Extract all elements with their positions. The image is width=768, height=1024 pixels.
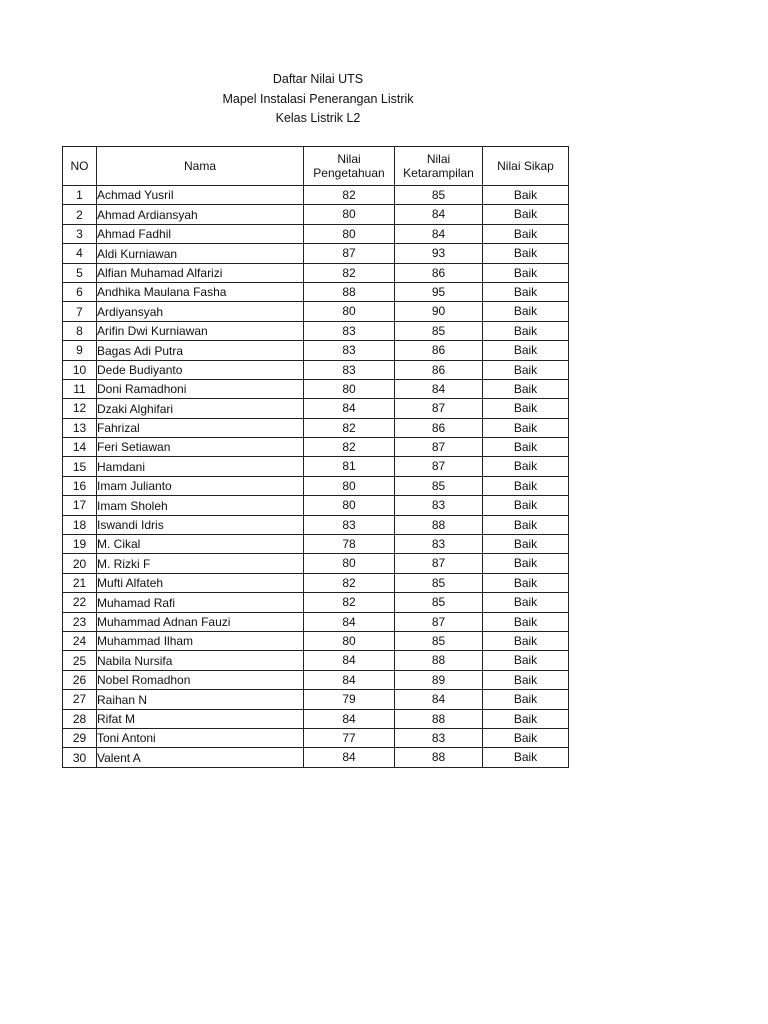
table-row — [63, 554, 569, 573]
cell-ketarampilan: 86 — [395, 360, 483, 379]
cell-nama: Ahmad Ardiansyah — [97, 205, 304, 224]
cell-nama: Bagas Adi Putra — [97, 341, 304, 360]
cell-pengetahuan: 80 — [304, 205, 395, 224]
cell-pengetahuan: 84 — [304, 651, 395, 670]
cell-no: 19 — [63, 535, 97, 554]
cell-nama: Raihan N — [97, 690, 304, 709]
cell-no: 23 — [63, 612, 97, 631]
table-row — [63, 573, 569, 592]
cell-ketarampilan: 87 — [395, 612, 483, 631]
cell-no: 18 — [63, 515, 97, 534]
table-row — [63, 748, 569, 767]
cell-sikap: Baik — [483, 651, 569, 670]
cell-pengetahuan: 84 — [304, 399, 395, 418]
cell-sikap: Baik — [483, 496, 569, 515]
table-row — [63, 205, 569, 224]
cell-nama: Arifin Dwi Kurniawan — [97, 321, 304, 340]
table-row — [63, 263, 569, 282]
cell-nama: Muhamad Rafi — [97, 593, 304, 612]
grades-table — [62, 146, 569, 768]
cell-sikap: Baik — [483, 709, 569, 728]
cell-ketarampilan: 84 — [395, 690, 483, 709]
cell-sikap: Baik — [483, 341, 569, 360]
cell-sikap: Baik — [483, 670, 569, 689]
cell-nama: Dede Budiyanto — [97, 360, 304, 379]
cell-sikap: Baik — [483, 418, 569, 437]
cell-ketarampilan: 84 — [395, 379, 483, 398]
cell-pengetahuan: 77 — [304, 728, 395, 747]
table-row — [63, 728, 569, 747]
cell-sikap: Baik — [483, 476, 569, 495]
table-row — [63, 670, 569, 689]
cell-ketarampilan: 83 — [395, 728, 483, 747]
cell-sikap: Baik — [483, 631, 569, 650]
cell-sikap: Baik — [483, 593, 569, 612]
cell-ketarampilan: 86 — [395, 418, 483, 437]
cell-no: 22 — [63, 593, 97, 612]
cell-ketarampilan: 85 — [395, 321, 483, 340]
cell-pengetahuan: 80 — [304, 476, 395, 495]
table-row — [63, 438, 569, 457]
cell-nama: Toni Antoni — [97, 728, 304, 747]
cell-ketarampilan: 88 — [395, 515, 483, 534]
table-row — [63, 535, 569, 554]
cell-no: 11 — [63, 379, 97, 398]
table-row — [63, 515, 569, 534]
cell-no: 9 — [63, 341, 97, 360]
cell-nama: Andhika Maulana Fasha — [97, 282, 304, 301]
cell-sikap: Baik — [483, 399, 569, 418]
cell-ketarampilan: 88 — [395, 748, 483, 767]
cell-pengetahuan: 80 — [304, 631, 395, 650]
table-row — [63, 496, 569, 515]
cell-pengetahuan: 82 — [304, 438, 395, 457]
cell-nama: M. Rizki F — [97, 554, 304, 573]
cell-sikap: Baik — [483, 554, 569, 573]
cell-no: 30 — [63, 748, 97, 767]
cell-no: 4 — [63, 244, 97, 263]
cell-no: 29 — [63, 728, 97, 747]
column-header-no: NO — [63, 147, 97, 186]
cell-ketarampilan: 85 — [395, 186, 483, 205]
cell-pengetahuan: 88 — [304, 282, 395, 301]
cell-no: 24 — [63, 631, 97, 650]
cell-ketarampilan: 85 — [395, 631, 483, 650]
cell-no: 15 — [63, 457, 97, 476]
cell-sikap: Baik — [483, 186, 569, 205]
cell-sikap: Baik — [483, 748, 569, 767]
cell-nama: Nabila Nursifa — [97, 651, 304, 670]
cell-no: 6 — [63, 282, 97, 301]
cell-sikap: Baik — [483, 263, 569, 282]
table-row — [63, 341, 569, 360]
cell-nama: Ahmad Fadhil — [97, 224, 304, 243]
subject-title: Mapel Instalasi Penerangan Listrik — [222, 91, 414, 106]
cell-ketarampilan: 87 — [395, 399, 483, 418]
cell-ketarampilan: 85 — [395, 573, 483, 592]
cell-nama: Doni Ramadhoni — [97, 379, 304, 398]
cell-no: 27 — [63, 690, 97, 709]
cell-nama: Valent A — [97, 748, 304, 767]
cell-sikap: Baik — [483, 244, 569, 263]
cell-pengetahuan: 78 — [304, 535, 395, 554]
cell-no: 28 — [63, 709, 97, 728]
cell-pengetahuan: 80 — [304, 224, 395, 243]
table-row — [63, 476, 569, 495]
cell-nama: Feri Setiawan — [97, 438, 304, 457]
cell-pengetahuan: 87 — [304, 244, 395, 263]
cell-pengetahuan: 84 — [304, 670, 395, 689]
class-title: Kelas Listrik L2 — [275, 111, 361, 125]
table-row — [63, 360, 569, 379]
cell-sikap: Baik — [483, 302, 569, 321]
cell-no: 13 — [63, 418, 97, 437]
cell-pengetahuan: 81 — [304, 457, 395, 476]
cell-pengetahuan: 80 — [304, 496, 395, 515]
table-row — [63, 709, 569, 728]
cell-pengetahuan: 84 — [304, 612, 395, 631]
cell-nama: Alfian Muhamad Alfarizi — [97, 263, 304, 282]
cell-nama: Dzaki Alghifari — [97, 399, 304, 418]
cell-no: 21 — [63, 573, 97, 592]
cell-nama: Achmad Yusril — [97, 186, 304, 205]
cell-sikap: Baik — [483, 438, 569, 457]
document-title: Daftar Nilai UTS — [272, 72, 364, 86]
cell-ketarampilan: 85 — [395, 593, 483, 612]
table-row — [63, 399, 569, 418]
cell-ketarampilan: 84 — [395, 224, 483, 243]
cell-no: 7 — [63, 302, 97, 321]
table-row — [63, 302, 569, 321]
cell-ketarampilan: 87 — [395, 554, 483, 573]
table-row — [63, 321, 569, 340]
cell-no: 20 — [63, 554, 97, 573]
table-row — [63, 631, 569, 650]
cell-nama: Rifat M — [97, 709, 304, 728]
cell-no: 17 — [63, 496, 97, 515]
cell-sikap: Baik — [483, 321, 569, 340]
cell-sikap: Baik — [483, 282, 569, 301]
cell-sikap: Baik — [483, 612, 569, 631]
table-row — [63, 651, 569, 670]
cell-no: 8 — [63, 321, 97, 340]
cell-pengetahuan: 84 — [304, 709, 395, 728]
cell-no: 26 — [63, 670, 97, 689]
cell-nama: Iswandi Idris — [97, 515, 304, 534]
table-header-row — [63, 147, 569, 186]
table-row — [63, 224, 569, 243]
cell-no: 10 — [63, 360, 97, 379]
cell-nama: Imam Julianto — [97, 476, 304, 495]
cell-pengetahuan: 82 — [304, 263, 395, 282]
cell-ketarampilan: 84 — [395, 205, 483, 224]
cell-sikap: Baik — [483, 728, 569, 747]
cell-ketarampilan: 87 — [395, 457, 483, 476]
document-header — [0, 70, 636, 129]
cell-pengetahuan: 83 — [304, 360, 395, 379]
cell-sikap: Baik — [483, 457, 569, 476]
cell-ketarampilan: 93 — [395, 244, 483, 263]
cell-no: 3 — [63, 224, 97, 243]
cell-nama: Ardiyansyah — [97, 302, 304, 321]
cell-ketarampilan: 89 — [395, 670, 483, 689]
table-row — [63, 690, 569, 709]
table-body — [63, 186, 569, 768]
cell-pengetahuan: 80 — [304, 302, 395, 321]
cell-ketarampilan: 85 — [395, 476, 483, 495]
cell-nama: Muhammad Adnan Fauzi — [97, 612, 304, 631]
table-row — [63, 379, 569, 398]
cell-no: 25 — [63, 651, 97, 670]
cell-sikap: Baik — [483, 379, 569, 398]
column-header-sikap: Nilai Sikap — [483, 147, 569, 186]
cell-sikap: Baik — [483, 515, 569, 534]
cell-ketarampilan: 83 — [395, 496, 483, 515]
cell-no: 1 — [63, 186, 97, 205]
cell-no: 2 — [63, 205, 97, 224]
cell-sikap: Baik — [483, 690, 569, 709]
cell-ketarampilan: 86 — [395, 263, 483, 282]
cell-ketarampilan: 90 — [395, 302, 483, 321]
cell-pengetahuan: 83 — [304, 515, 395, 534]
cell-pengetahuan: 83 — [304, 321, 395, 340]
column-header-nama: Nama — [97, 147, 304, 186]
cell-nama: Hamdani — [97, 457, 304, 476]
column-header-ketarampilan: Nilai Ketarampilan — [395, 147, 483, 186]
table-row — [63, 612, 569, 631]
cell-pengetahuan: 82 — [304, 418, 395, 437]
cell-pengetahuan: 80 — [304, 379, 395, 398]
cell-ketarampilan: 83 — [395, 535, 483, 554]
cell-sikap: Baik — [483, 573, 569, 592]
cell-nama: Aldi Kurniawan — [97, 244, 304, 263]
cell-ketarampilan: 88 — [395, 651, 483, 670]
cell-pengetahuan: 82 — [304, 186, 395, 205]
cell-pengetahuan: 84 — [304, 748, 395, 767]
cell-nama: Imam Sholeh — [97, 496, 304, 515]
cell-sikap: Baik — [483, 205, 569, 224]
table-row — [63, 457, 569, 476]
cell-nama: M. Cikal — [97, 535, 304, 554]
table-row — [63, 244, 569, 263]
table-row — [63, 282, 569, 301]
cell-nama: Nobel Romadhon — [97, 670, 304, 689]
cell-no: 14 — [63, 438, 97, 457]
table-row — [63, 593, 569, 612]
cell-no: 5 — [63, 263, 97, 282]
cell-nama: Mufti Alfateh — [97, 573, 304, 592]
cell-no: 16 — [63, 476, 97, 495]
table-row — [63, 418, 569, 437]
table-row — [63, 186, 569, 205]
cell-ketarampilan: 86 — [395, 341, 483, 360]
cell-sikap: Baik — [483, 535, 569, 554]
cell-pengetahuan: 82 — [304, 593, 395, 612]
cell-pengetahuan: 80 — [304, 554, 395, 573]
cell-nama: Fahrizal — [97, 418, 304, 437]
cell-no: 12 — [63, 399, 97, 418]
column-header-pengetahuan: Nilai Pengetahuan — [304, 147, 395, 186]
cell-pengetahuan: 82 — [304, 573, 395, 592]
cell-ketarampilan: 87 — [395, 438, 483, 457]
cell-sikap: Baik — [483, 224, 569, 243]
cell-ketarampilan: 88 — [395, 709, 483, 728]
cell-pengetahuan: 79 — [304, 690, 395, 709]
cell-nama: Muhammad Ilham — [97, 631, 304, 650]
cell-sikap: Baik — [483, 360, 569, 379]
cell-ketarampilan: 95 — [395, 282, 483, 301]
cell-pengetahuan: 83 — [304, 341, 395, 360]
